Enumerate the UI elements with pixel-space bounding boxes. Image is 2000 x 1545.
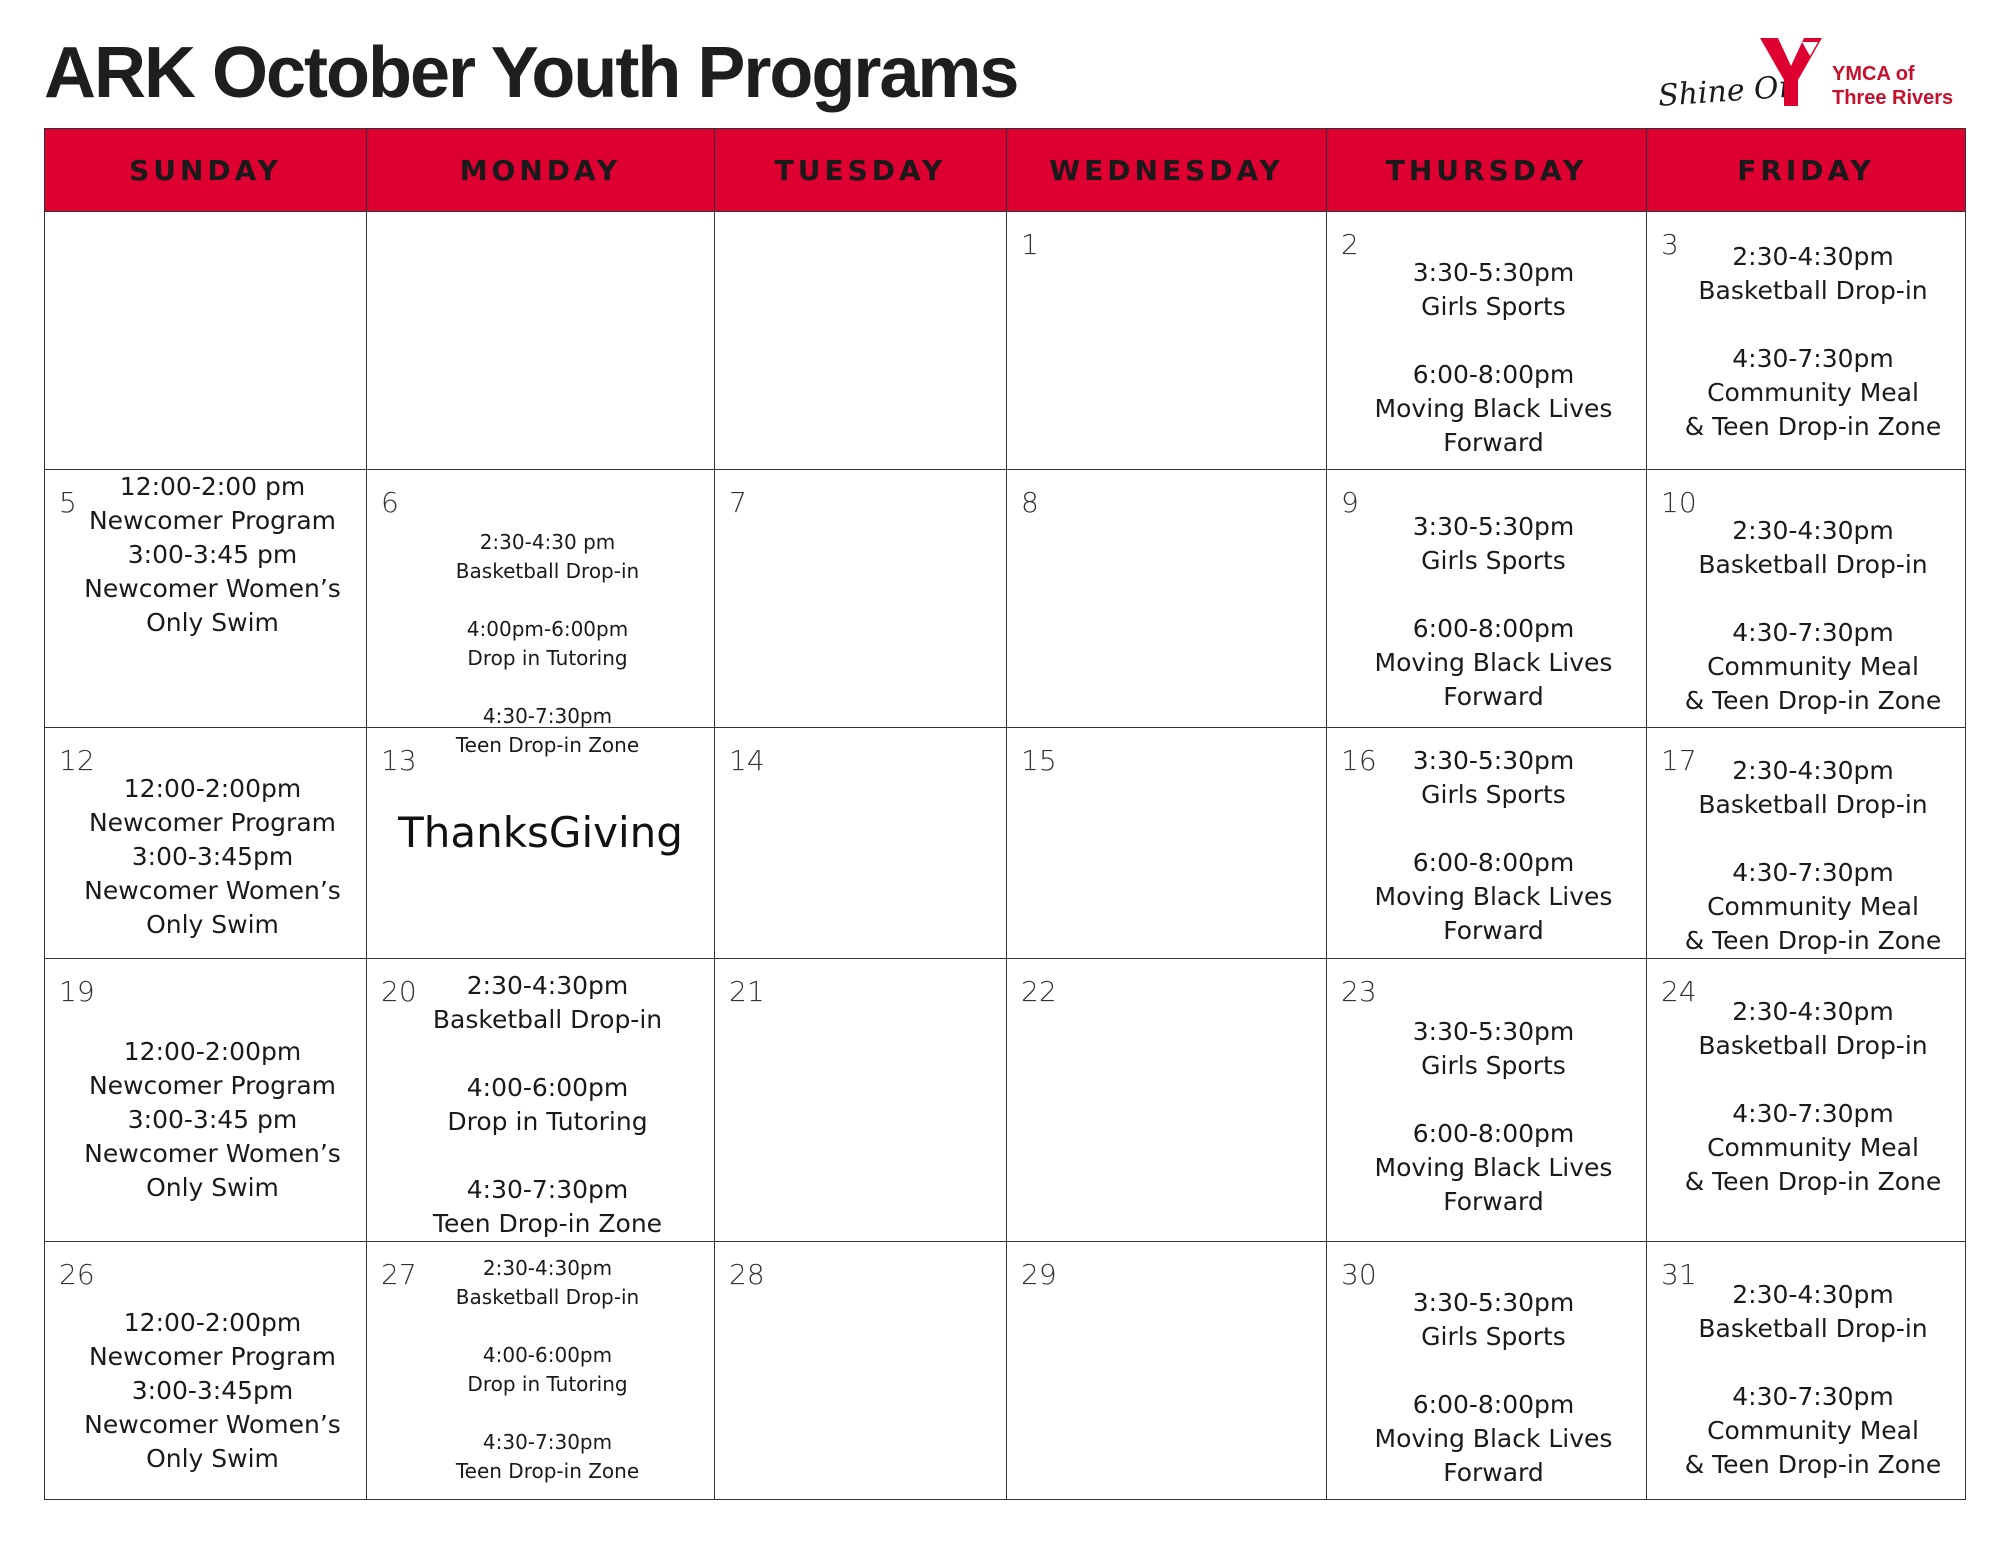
event-line: 4:30-7:30pm — [1732, 1382, 1894, 1411]
day-number: 15 — [1021, 744, 1057, 777]
event-line: Only Swim — [146, 608, 279, 637]
event-list — [1667, 240, 1959, 444]
day-number: 29 — [1021, 1258, 1057, 1291]
day-cell[interactable] — [715, 470, 1007, 728]
event-spacer — [387, 1037, 708, 1071]
event-line: 4:30-7:30pm — [1732, 858, 1894, 887]
day-number: 12 — [59, 744, 95, 777]
day-cell[interactable] — [45, 470, 367, 728]
day-cell[interactable] — [1007, 959, 1327, 1242]
event-spacer — [387, 1399, 708, 1428]
event-line: 3:00-3:45 pm — [127, 1105, 298, 1134]
event-line: Community Meal — [1707, 1133, 1919, 1162]
logo-tagline: Shine On — [1656, 69, 1800, 114]
day-number: 30 — [1341, 1258, 1377, 1291]
event-list — [1347, 1015, 1640, 1219]
week-row — [45, 470, 1966, 728]
event-spacer — [1667, 582, 1959, 616]
page-title: ARK October Youth Programs — [44, 33, 1018, 113]
day-number: 17 — [1661, 744, 1697, 777]
weekday-friday: FRIDAY — [1647, 129, 1966, 212]
day-number: 24 — [1661, 975, 1697, 1008]
event-line: Community Meal — [1707, 652, 1919, 681]
day-cell[interactable] — [1327, 1242, 1647, 1500]
week-row — [45, 212, 1966, 470]
day-number: 26 — [59, 1258, 95, 1291]
event-spacer — [387, 673, 708, 702]
event-line: 6:00-8:00pm — [1412, 1390, 1575, 1419]
event-line: Basketball Drop-in — [455, 1285, 640, 1309]
event-list — [1667, 995, 1959, 1199]
event-list — [65, 1035, 360, 1205]
event-line: 4:30-7:30pm — [1732, 1099, 1894, 1128]
day-cell[interactable] — [715, 728, 1007, 959]
event-line: 2:30-4:30pm — [1732, 242, 1894, 271]
day-cell[interactable] — [715, 1242, 1007, 1500]
event-list — [65, 470, 360, 640]
event-spacer — [1667, 308, 1959, 342]
event-list — [65, 772, 360, 942]
event-spacer — [387, 1139, 708, 1173]
event-list — [1347, 1286, 1640, 1490]
event-line: 12:00-2:00 pm — [119, 472, 306, 501]
day-cell[interactable] — [1327, 470, 1647, 728]
event-line: Moving Black Lives — [1374, 1153, 1613, 1182]
day-cell[interactable] — [1647, 959, 1966, 1242]
event-line: & Teen Drop-in Zone — [1684, 1167, 1942, 1196]
day-number: 21 — [729, 975, 765, 1008]
day-number: 6 — [381, 486, 399, 519]
day-number: 3 — [1661, 228, 1679, 261]
event-line: Girls Sports — [1421, 780, 1566, 809]
event-line: Community Meal — [1707, 378, 1919, 407]
event-list — [1347, 510, 1640, 714]
event-list — [387, 969, 708, 1241]
event-line: 4:30-7:30pm — [482, 704, 613, 728]
event-line: 3:00-3:45pm — [131, 1376, 294, 1405]
event-line: Girls Sports — [1421, 1322, 1566, 1351]
weekday-header-row — [45, 129, 1966, 212]
event-line: 12:00-2:00pm — [123, 1308, 302, 1337]
week-row — [45, 1242, 1966, 1500]
weekday-thursday: THURSDAY — [1327, 129, 1647, 212]
event-list — [387, 1254, 708, 1486]
day-cell[interactable] — [1327, 728, 1647, 959]
event-spacer — [1347, 1083, 1640, 1117]
event-line: Basketball Drop-in — [1698, 550, 1928, 579]
ymca-line1: YMCA of — [1832, 63, 1915, 85]
day-number: 7 — [729, 486, 747, 519]
event-list — [1347, 256, 1640, 460]
event-line: 3:30-5:30pm — [1412, 746, 1575, 775]
event-line: Forward — [1443, 1187, 1544, 1216]
event-line: 2:30-4:30pm — [1732, 1280, 1894, 1309]
day-number: 31 — [1661, 1258, 1697, 1291]
event-line: Drop in Tutoring — [447, 1107, 648, 1136]
event-line: Community Meal — [1707, 892, 1919, 921]
event-line: 2:30-4:30pm — [482, 1256, 613, 1280]
event-line: Newcomer Women’s — [84, 574, 341, 603]
day-number: 19 — [59, 975, 95, 1008]
event-line: Girls Sports — [1421, 292, 1566, 321]
day-cell[interactable] — [1007, 470, 1327, 728]
day-cell[interactable] — [45, 212, 367, 470]
ymca-y-icon — [1758, 36, 1824, 108]
event-line: Newcomer Women’s — [84, 1410, 341, 1439]
day-cell[interactable] — [1327, 959, 1647, 1242]
ymca-logo — [1658, 36, 1958, 116]
event-line: Newcomer Program — [88, 1071, 336, 1100]
event-line: 4:30-7:30pm — [482, 1430, 613, 1454]
week-row — [45, 959, 1966, 1242]
event-line: Basketball Drop-in — [1698, 276, 1928, 305]
day-cell[interactable] — [1647, 470, 1966, 728]
day-cell[interactable] — [1007, 212, 1327, 470]
day-cell[interactable] — [715, 959, 1007, 1242]
event-line: Community Meal — [1707, 1416, 1919, 1445]
event-line: 3:30-5:30pm — [1412, 1288, 1575, 1317]
event-line: Drop in Tutoring — [467, 646, 628, 670]
event-line: Forward — [1443, 1458, 1544, 1487]
event-line: Newcomer Program — [88, 1342, 336, 1371]
event-line: 6:00-8:00pm — [1412, 360, 1575, 389]
event-line: Girls Sports — [1421, 1051, 1566, 1080]
event-line: Only Swim — [146, 910, 279, 939]
event-spacer — [387, 586, 708, 615]
event-line: Teen Drop-in Zone — [432, 1209, 663, 1238]
event-line: Moving Black Lives — [1374, 1424, 1613, 1453]
event-line: Basketball Drop-in — [1698, 1031, 1928, 1060]
event-line: 3:30-5:30pm — [1412, 1017, 1575, 1046]
event-line: 12:00-2:00pm — [123, 774, 302, 803]
weekday-wednesday: WEDNESDAY — [1007, 129, 1327, 212]
event-line: 6:00-8:00pm — [1412, 614, 1575, 643]
day-number: 20 — [381, 975, 417, 1008]
event-line: Teen Drop-in Zone — [455, 733, 640, 757]
event-line: Moving Black Lives — [1374, 648, 1613, 677]
day-cell[interactable] — [45, 959, 367, 1242]
event-line: 2:30-4:30pm — [1732, 516, 1894, 545]
event-line: 3:30-5:30pm — [1412, 258, 1575, 287]
event-list — [1667, 754, 1959, 958]
day-cell[interactable] — [367, 728, 715, 959]
event-line: Basketball Drop-in — [455, 559, 640, 583]
ymca-line2: Three Rivers — [1832, 87, 1954, 109]
event-line: Moving Black Lives — [1374, 394, 1613, 423]
event-spacer — [1667, 1346, 1959, 1380]
event-list — [387, 528, 708, 760]
event-line: 6:00-8:00pm — [1412, 1119, 1575, 1148]
event-spacer — [1347, 1354, 1640, 1388]
day-cell[interactable] — [1647, 728, 1966, 959]
holiday-label: ThanksGiving — [398, 808, 683, 857]
day-cell[interactable] — [1647, 1242, 1966, 1500]
day-cell[interactable] — [715, 212, 1007, 470]
event-line: & Teen Drop-in Zone — [1684, 412, 1942, 441]
day-number: 23 — [1341, 975, 1377, 1008]
day-cell[interactable] — [1007, 728, 1327, 959]
event-line: 4:00pm-6:00pm — [466, 617, 629, 641]
day-cell[interactable] — [367, 470, 715, 757]
event-line: Girls Sports — [1421, 546, 1566, 575]
day-number: 10 — [1661, 486, 1697, 519]
day-cell[interactable] — [1647, 212, 1966, 470]
day-cell[interactable] — [367, 959, 715, 1242]
weekday-monday: MONDAY — [367, 129, 715, 212]
event-line: 6:00-8:00pm — [1412, 848, 1575, 877]
event-line: Drop in Tutoring — [467, 1372, 628, 1396]
event-line: 3:00-3:45pm — [131, 842, 294, 871]
event-line: Moving Black Lives — [1374, 882, 1613, 911]
weekday-tuesday: TUESDAY — [715, 129, 1007, 212]
event-line: Only Swim — [146, 1444, 279, 1473]
event-line: 2:30-4:30pm — [466, 971, 629, 1000]
day-number: 5 — [59, 486, 77, 519]
day-number: 8 — [1021, 486, 1039, 519]
event-line: Newcomer Program — [88, 808, 336, 837]
day-number: 28 — [729, 1258, 765, 1291]
event-line: 4:00-6:00pm — [482, 1343, 613, 1367]
event-spacer — [1667, 1063, 1959, 1097]
day-number: 2 — [1341, 228, 1359, 261]
event-line: Newcomer Program — [88, 506, 336, 535]
event-line: 4:00-6:00pm — [466, 1073, 629, 1102]
day-cell[interactable] — [367, 212, 715, 470]
event-line: 4:30-7:30pm — [466, 1175, 629, 1204]
weekday-sunday: SUNDAY — [45, 129, 367, 212]
event-line: 2:30-4:30pm — [1732, 756, 1894, 785]
day-number: 1 — [1021, 228, 1039, 261]
event-list — [65, 1306, 360, 1476]
event-line: Newcomer Women’s — [84, 1139, 341, 1168]
day-number: 13 — [381, 744, 417, 777]
event-line: Basketball Drop-in — [1698, 790, 1928, 819]
event-line: & Teen Drop-in Zone — [1684, 926, 1942, 955]
event-line: & Teen Drop-in Zone — [1684, 1450, 1942, 1479]
event-line: 3:00-3:45 pm — [127, 540, 298, 569]
event-spacer — [1347, 812, 1640, 846]
event-spacer — [1667, 822, 1959, 856]
event-line: 4:30-7:30pm — [1732, 344, 1894, 373]
day-number: 9 — [1341, 486, 1359, 519]
day-number: 22 — [1021, 975, 1057, 1008]
event-spacer — [1347, 324, 1640, 358]
event-line: 2:30-4:30pm — [1732, 997, 1894, 1026]
event-line: Forward — [1443, 682, 1544, 711]
ymca-wordmark — [1832, 62, 1953, 110]
day-cell[interactable] — [45, 728, 367, 959]
event-list — [1667, 514, 1959, 718]
day-cell[interactable] — [367, 1242, 715, 1500]
event-line: Basketball Drop-in — [1698, 1314, 1928, 1343]
day-number: 14 — [729, 744, 765, 777]
event-line: 12:00-2:00pm — [123, 1037, 302, 1066]
event-line: 2:30-4:30 pm — [479, 530, 616, 554]
calendar — [44, 128, 1966, 1500]
event-line: 3:30-5:30pm — [1412, 512, 1575, 541]
day-cell[interactable] — [1007, 1242, 1327, 1500]
event-spacer — [387, 1312, 708, 1341]
event-line: Forward — [1443, 428, 1544, 457]
event-list — [1667, 1278, 1959, 1482]
event-line: Forward — [1443, 916, 1544, 945]
day-number: 27 — [381, 1258, 417, 1291]
event-line: Only Swim — [146, 1173, 279, 1202]
event-line: Basketball Drop-in — [432, 1005, 663, 1034]
event-line: & Teen Drop-in Zone — [1684, 686, 1942, 715]
day-cell[interactable] — [1327, 212, 1647, 470]
week-row — [45, 728, 1966, 959]
day-number: 16 — [1341, 744, 1377, 777]
event-line: 4:30-7:30pm — [1732, 618, 1894, 647]
event-spacer — [1347, 578, 1640, 612]
event-line: Teen Drop-in Zone — [455, 1459, 640, 1483]
day-cell[interactable] — [45, 1242, 367, 1500]
event-line: Newcomer Women’s — [84, 876, 341, 905]
event-list — [1347, 744, 1640, 948]
